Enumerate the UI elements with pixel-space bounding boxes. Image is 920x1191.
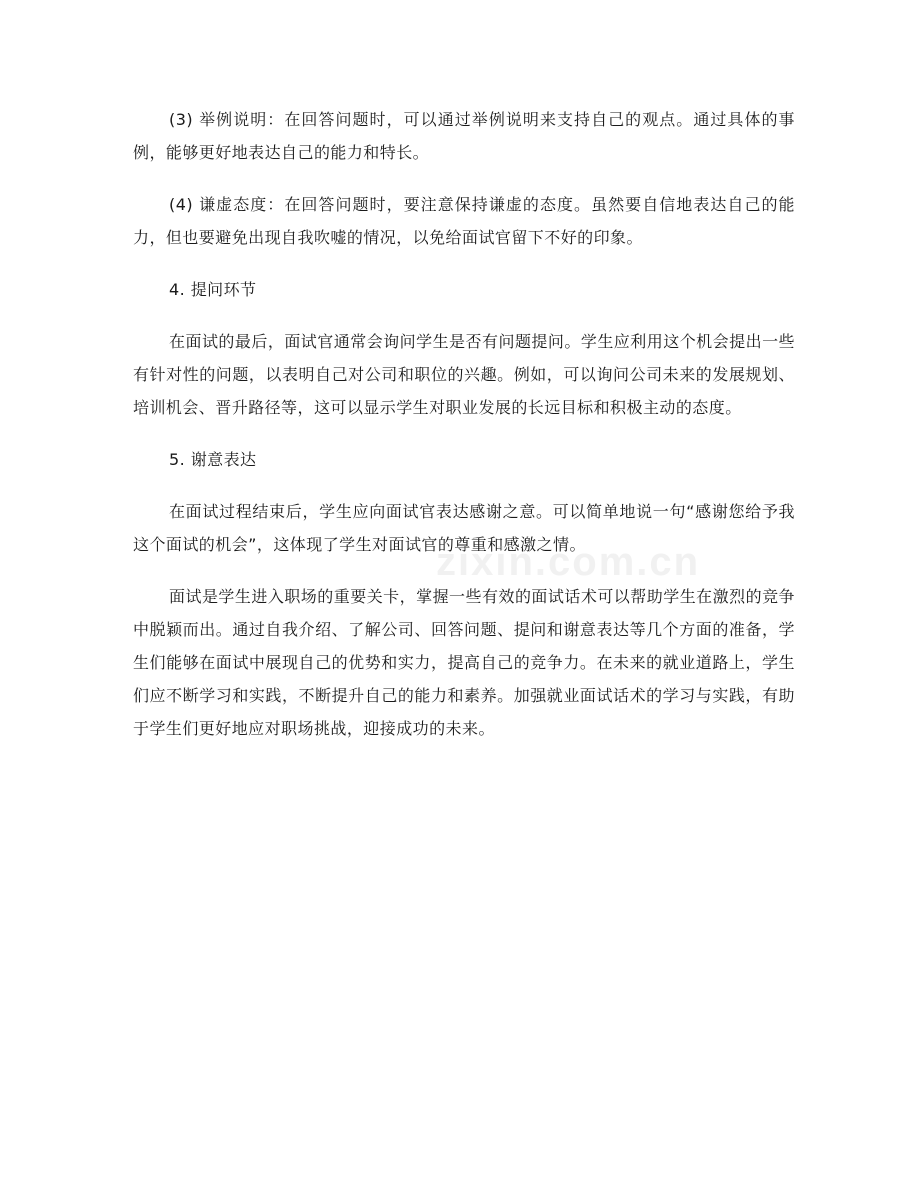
thanks-section-heading: 5. 谢意表达 (169, 450, 257, 469)
thanks-paragraph: 在面试过程结束后，学生应向面试官表达感谢之意。可以简单地说一句“感谢您给予我这个面试的机会”，这体现了学生对面试官的尊重和感激之情。 (133, 502, 795, 554)
document-body (133, 103, 795, 764)
questioning-paragraph: 在面试的最后，面试官通常会询问学生是否有问题提问。学生应利用这个机会提出一些有针对性的问题，以表明自己对公司和职位的兴趣。例如，可以询问公司未来的发展规划、培训机会、晋升路径等，这可以显示学生对职业发展的长远目标和积极主动的态度。 (133, 332, 795, 417)
conclusion-paragraph: 面试是学生进入职场的重要关卡，掌握一些有效的面试话术可以帮助学生在激烈的竞争中脱颖而出。通过自我介绍、了解公司、回答问题、提问和谢意表达等几个方面的准备，学生们能够在面试中展现自己的优势和实力，提高自己的竞争力。在未来的就业道路上，学生们应不断学习和实践，不断提升自己的能力和素养。加强就业面试话术的学习与实践，有助于学生们更好地应对职场挑战，迎接成功的未来。 (133, 587, 795, 738)
example-explanation-paragraph: (3) 举例说明：在回答问题时，可以通过举例说明来支持自己的观点。通过具体的事例，能够更好地表达自己的能力和特长。 (133, 110, 795, 162)
watermark: zixin.com.cn (436, 540, 701, 584)
questioning-section-heading: 4. 提问环节 (169, 280, 257, 299)
modest-attitude-paragraph: (4) 谦虚态度：在回答问题时，要注意保持谦虚的态度。虽然要自信地表达自己的能力，但也要避免出现自我吹嘘的情况，以免给面试官留下不好的印象。 (133, 195, 795, 247)
